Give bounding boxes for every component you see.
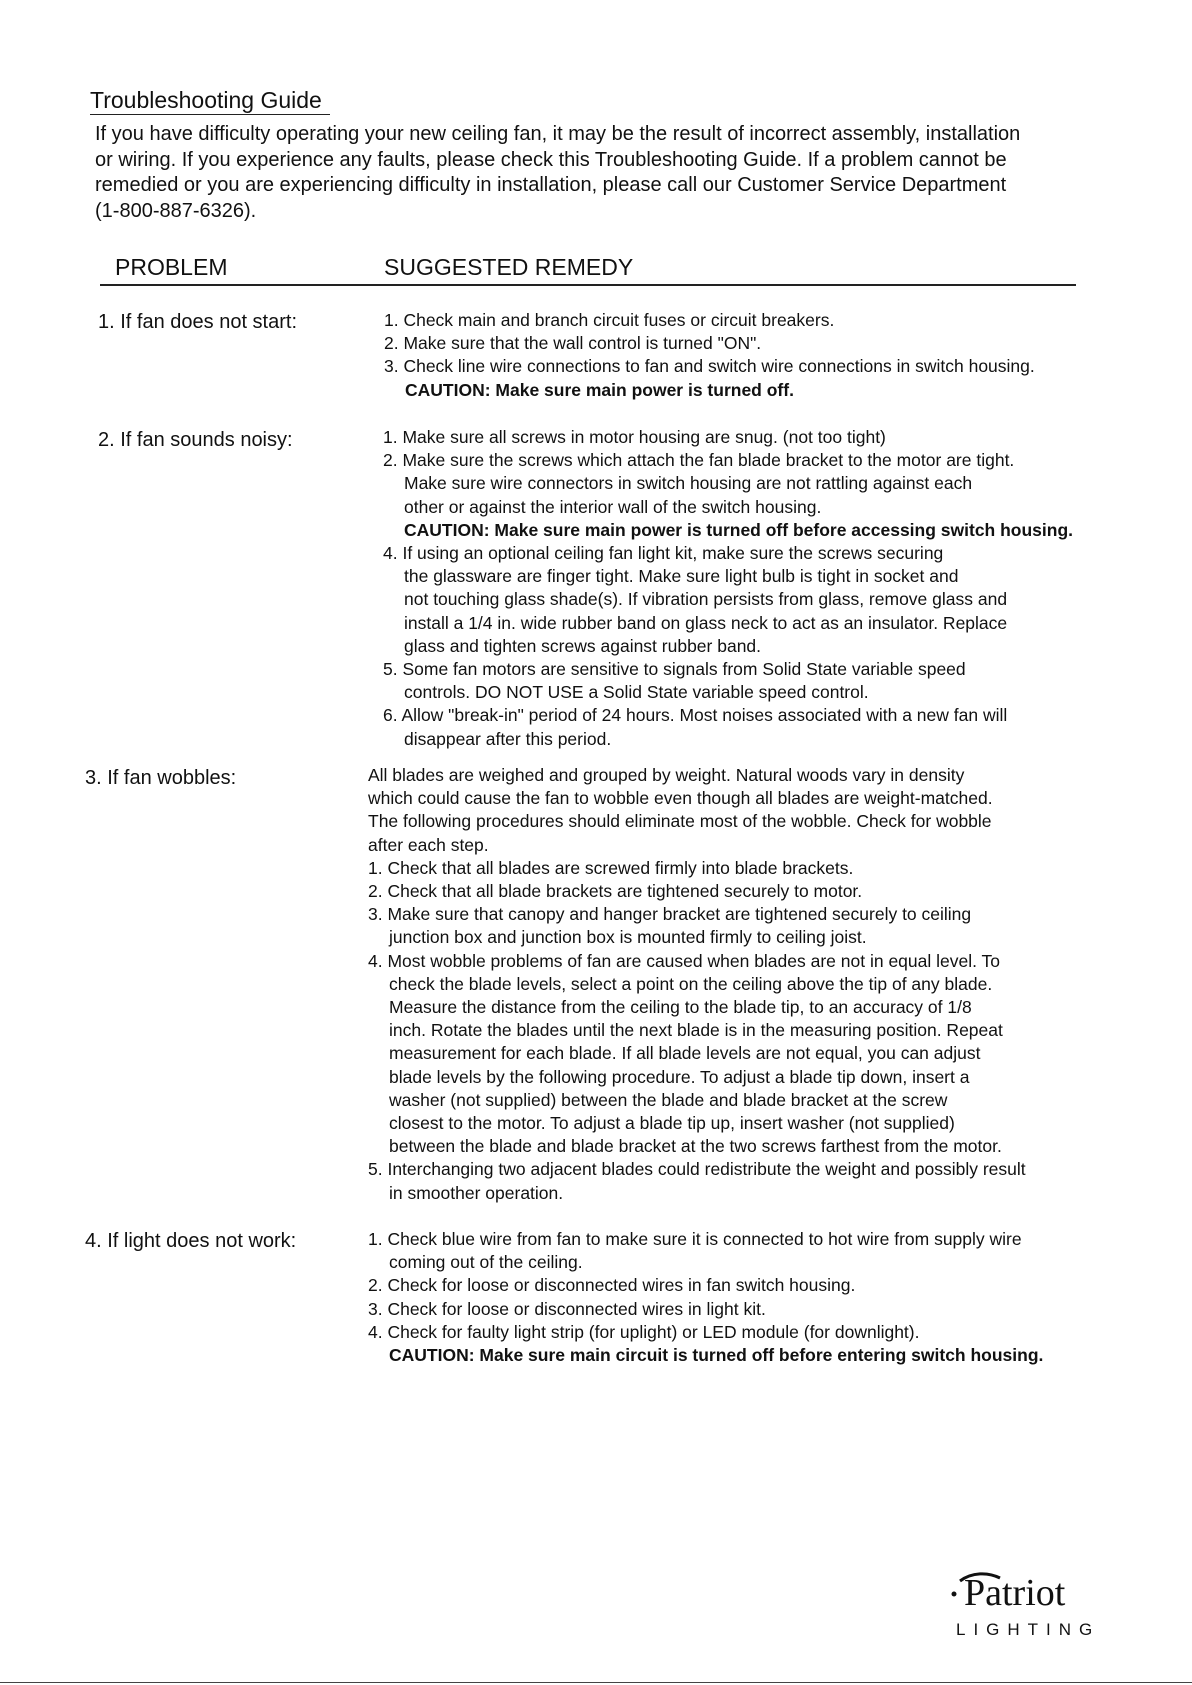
header-divider: [100, 284, 1076, 286]
page-title: Troubleshooting Guide: [90, 86, 330, 115]
remedy-line: between the blade and blade bracket at the two screws farthest from the motor.: [389, 1136, 1002, 1157]
remedy-line: not touching glass shade(s). If vibration persists from glass, remove glass and: [404, 589, 1008, 610]
remedy-line: inch. Rotate the blades until the next blade is in the measuring position. Repeat: [389, 1020, 1003, 1041]
problem-label-3: 3. If fan wobbles:: [85, 767, 237, 789]
remedy-line: 1. Check main and branch circuit fuses or circuit breakers.: [384, 310, 835, 330]
remedy-line: 2. Check for loose or disconnected wires in fan switch housing.: [368, 1275, 856, 1296]
intro-line: remedied or you are experiencing difficulty in installation, please call our Customer Service Department: [95, 174, 1007, 196]
remedy-line: coming out of the ceiling.: [389, 1252, 583, 1273]
remedy-line: 3. Check for loose or disconnected wires in light kit.: [368, 1298, 766, 1319]
caution-line: CAUTION: Make sure main power is turned off.: [405, 379, 794, 400]
intro-line: or wiring. If you experience any faults, please check this Troubleshooting Guide. If a problem cannot be: [95, 148, 1007, 171]
remedy-line: which could cause the fan to wobble even though all blades are weight-matched.: [368, 788, 993, 809]
remedy-line: 2. Make sure that the wall control is turned "ON".: [384, 333, 762, 354]
remedy-line: 4. If using an optional ceiling fan light kit, make sure the screws securing: [383, 543, 944, 564]
remedy-line: in smoother operation.: [389, 1182, 564, 1203]
problem-label-4: 4. If light does not work:: [85, 1230, 297, 1252]
remedy-line: 5. Some fan motors are sensitive to signals from Solid State variable speed: [383, 659, 966, 680]
remedy-line: 6. Allow "break-in" period of 24 hours. Most noises associated with a new fan will: [383, 705, 1008, 726]
remedy-line: washer (not supplied) between the blade and blade bracket at the screw: [389, 1089, 948, 1110]
remedy-block-4: [368, 1228, 1043, 1367]
remedy-line: install a 1/4 in. wide rubber band on glass neck to act as an insulator. Replace: [404, 612, 1008, 633]
remedy-line: other or against the interior wall of the switch housing.: [404, 496, 822, 517]
remedy-line: 3. Make sure that canopy and hanger bracket are tightened securely to ceiling: [368, 904, 972, 925]
remedy-line: measurement for each blade. If all blade levels are not equal, you can adjust: [389, 1043, 981, 1064]
problem-header: PROBLEM: [115, 254, 228, 280]
remedy-line: check the blade levels, select a point on the ceiling above the tip of any blade.: [389, 973, 993, 994]
logo-name: Patriot: [964, 1572, 1066, 1614]
remedy-line: 4. Most wobble problems of fan are caused when blades are not in equal level. To: [368, 950, 1001, 971]
remedy-line: All blades are weighed and grouped by weight. Natural woods vary in density: [368, 765, 965, 785]
remedy-line: blade levels by the following procedure. To adjust a blade tip down, insert a: [389, 1066, 970, 1087]
logo-graphic: [950, 1565, 1130, 1645]
caution-line: CAUTION: Make sure main circuit is turned off before entering switch housing.: [389, 1345, 1044, 1366]
caution-line: CAUTION: Make sure main power is turned off before accessing switch housing.: [404, 519, 1074, 540]
intro-line: If you have difficulty operating your new ceiling fan, it may be the result of incorrect assembly, installation: [95, 123, 1021, 145]
remedy-line: 5. Interchanging two adjacent blades could redistribute the weight and possibly result: [368, 1159, 1026, 1180]
remedy-line: 3. Check line wire connections to fan and switch wire connections in switch housing.: [384, 356, 1035, 377]
remedy-header: SUGGESTED REMEDY: [384, 254, 634, 280]
bottom-divider: [0, 1682, 1192, 1683]
remedy-line: 1. Check blue wire from fan to make sure it is connected to hot wire from supply wire: [368, 1229, 1022, 1249]
remedy-line: disappear after this period.: [404, 728, 612, 749]
remedy-line: glass and tighten screws against rubber band.: [404, 635, 762, 656]
remedy-line: the glassware are finger tight. Make sure light bulb is tight in socket and: [404, 566, 959, 587]
remedy-block-2: [383, 426, 1073, 751]
problem-label-1: 1. If fan does not start:: [98, 311, 298, 333]
logo-tagline: LIGHTING: [956, 1620, 1101, 1639]
logo-dot: [952, 1592, 957, 1597]
intro-line: (1-800-887-6326).: [95, 199, 257, 222]
remedy-line: closest to the motor. To adjust a blade tip up, insert washer (not supplied): [389, 1113, 955, 1134]
remedy-line: The following procedures should eliminate most of the wobble. Check for wobble: [368, 811, 992, 832]
remedy-block-1: [384, 309, 1035, 402]
remedy-line: 1. Check that all blades are screwed firmly into blade brackets.: [368, 857, 854, 878]
remedy-block-3: [368, 764, 1026, 1205]
remedy-line: 2. Make sure the screws which attach the fan blade bracket to the motor are tight.: [383, 450, 1015, 471]
remedy-line: 1. Make sure all screws in motor housing are snug. (not too tight): [383, 427, 886, 447]
remedy-line: Make sure wire connectors in switch housing are not rattling against each: [404, 473, 973, 494]
remedy-line: junction box and junction box is mounted firmly to ceiling joist.: [389, 927, 867, 948]
intro-paragraph: [95, 122, 1105, 224]
remedy-line: 2. Check that all blade brackets are tightened securely to motor.: [368, 881, 863, 902]
problem-label-2: 2. If fan sounds noisy:: [98, 429, 293, 451]
patriot-lighting-logo: [950, 1565, 1130, 1645]
remedy-line: 4. Check for faulty light strip (for uplight) or LED module (for downlight).: [368, 1321, 920, 1342]
remedy-line: controls. DO NOT USE a Solid State variable speed control.: [404, 682, 869, 703]
remedy-line: Measure the distance from the ceiling to the blade tip, to an accuracy of 1/8: [389, 997, 972, 1018]
remedy-line: after each step.: [368, 834, 489, 855]
